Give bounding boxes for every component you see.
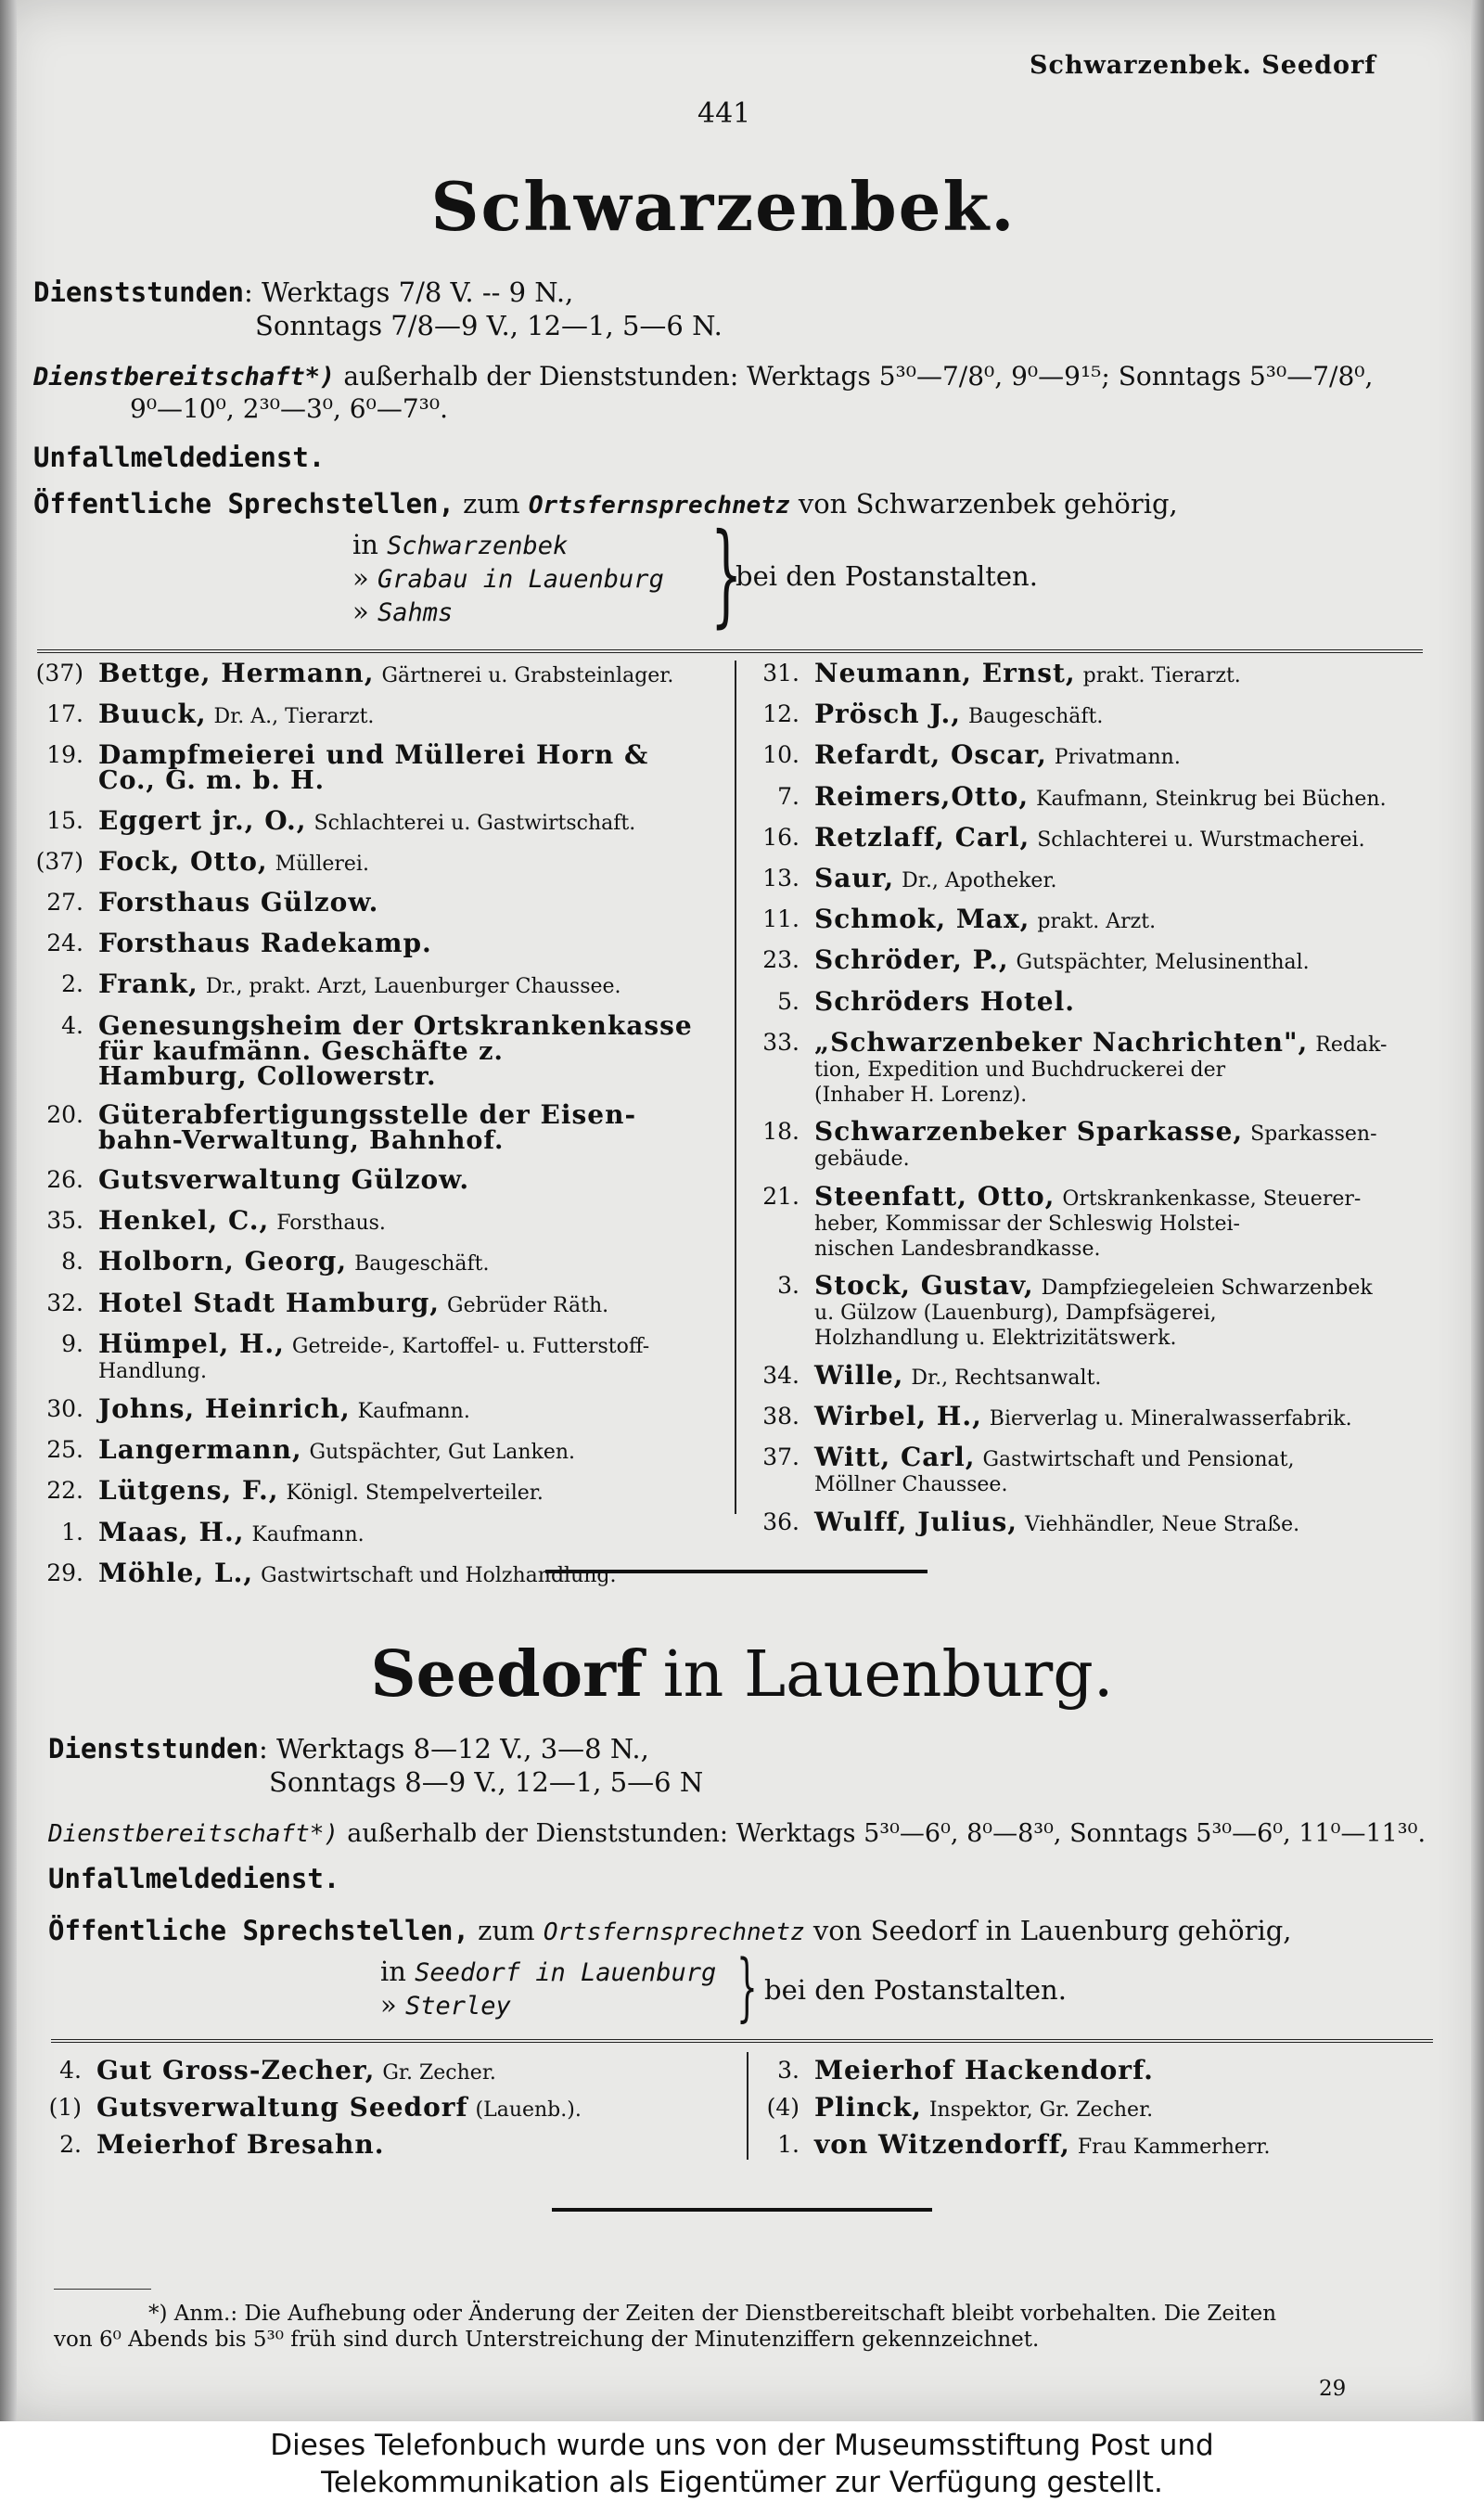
entry-name: Langermann, (98, 1434, 302, 1466)
entry-name: „Schwarzenbeker Nachrichten", (814, 1026, 1309, 1058)
entry-name: Forsthaus Gülzow. (98, 887, 379, 917)
sprechstellen-label: Öffentliche Sprechstellen, (33, 488, 454, 520)
entry-name: Plinck, (814, 2092, 922, 2123)
entry-description: Schlachterei u. Wurstmacherei. (1037, 828, 1365, 852)
place-item: » Grabau in Lauenburg (352, 562, 664, 594)
seedorf-unfallmeldedienst: Unfallmeldedienst. (48, 1863, 340, 1894)
sprechstellen-net: Ortsfernsprechnetz (528, 492, 790, 520)
entry-name: Fock, Otto, (98, 845, 268, 877)
entry-number: 18. (762, 1118, 800, 1145)
entry-body (814, 1509, 1299, 1537)
entry-description: Baugeschäft. (354, 1252, 490, 1277)
entry-name: von Witzendorff, (814, 2129, 1070, 2160)
entry-name: Gutsverwaltung Seedorf (96, 2092, 468, 2123)
entry-description: Dr. A., Tierarzt. (213, 705, 375, 729)
footnote-rule (54, 2289, 151, 2290)
entry-name: Meierhof Bresahn. (96, 2129, 385, 2160)
entry-number: 3. (777, 2057, 800, 2084)
entry-name: Retzlaff, Carl, (814, 821, 1030, 853)
place-item: » Sterley (380, 1989, 511, 2021)
entry-number: 2. (59, 2131, 82, 2158)
bereitschaft-line2: 9⁰—10⁰, 2³⁰—3⁰, 6⁰—7³⁰. (130, 393, 448, 424)
entry-number: 31. (762, 660, 800, 686)
seedorf-dienststunden-line2: Sonntags 8—9 V., 12—1, 5—6 N (269, 1766, 704, 1798)
entry-name: Johns, Heinrich, (98, 1393, 351, 1424)
entry-body (96, 2055, 496, 2085)
entry-description: Dr., Rechtsanwalt. (911, 1366, 1102, 1390)
place-item: in Seedorf in Lauenburg (380, 1956, 717, 1987)
entry-number: 8. (61, 1248, 83, 1276)
seedorf-sprechstellen-line: Öffentliche Sprechstellen, zum Ortsfernsprechnetz von Seedorf in Lauenburg gehörig, (48, 1915, 1292, 1946)
place-item: in Schwarzenbek (352, 529, 569, 560)
page-edge-left (0, 0, 17, 2421)
seedorf-places-note: bei den Postanstalten. (764, 1974, 1067, 2006)
entry-body (814, 985, 1075, 1017)
footnote-line2: von 6⁰ Abends bis 5³⁰ früh sind durch Unterstreichung der Minutenziffern gekennzeichnet. (54, 2328, 1040, 2352)
sheet-number: 29 (1319, 2377, 1347, 2401)
entry-continuation: heber, Kommissar der Schleswig Holstei- (814, 1213, 1240, 1237)
entry-body (98, 1164, 470, 1195)
entry-description: Ortskrankenkasse, Steuerer- (1062, 1187, 1362, 1212)
entry-number: 25. (46, 1436, 83, 1464)
entry-body (98, 1287, 609, 1318)
section-rule (37, 649, 1423, 653)
entry-continuation: u. Gülzow (Lauenburg), Dampfsägerei, (814, 1302, 1217, 1326)
sprechstellen-rest: von Schwarzenbek gehörig, (789, 488, 1178, 520)
sprechstellen-line (33, 488, 1178, 520)
column-divider (747, 2052, 748, 2160)
entry-description: Dampfziegeleien Schwarzenbek (1041, 1277, 1373, 1301)
separator-rule (552, 2208, 932, 2212)
entry-body (98, 701, 374, 729)
entry-number: 11. (762, 905, 800, 933)
entry-name: Neumann, Ernst, (814, 658, 1076, 688)
unfallmeldedienst: Unfallmeldedienst. (33, 442, 326, 473)
entry-body (814, 1400, 1352, 1431)
dienststunden-line2: Sonntags 7/8—9 V., 12—1, 5—6 N. (255, 310, 723, 341)
entry-continuation: bahn-Verwaltung, Bahnhof. (98, 1125, 505, 1155)
entry-description: Kaufmann. (251, 1522, 365, 1546)
entry-body (98, 1205, 386, 1237)
running-head: Schwarzenbek. Seedorf (1030, 51, 1376, 80)
entry-number: 1. (61, 1518, 83, 1546)
entry-name: Wulff, Julius, (814, 1507, 1018, 1538)
entry-name: Bettge, Hermann, (98, 658, 375, 688)
entry-body (98, 887, 379, 917)
entry-continuation: gebäude. (814, 1148, 910, 1171)
entry-description: Dr., Apotheker. (902, 869, 1057, 892)
entry-number: 5. (777, 987, 800, 1015)
entry-body (98, 658, 674, 688)
entry-body (814, 1444, 1295, 1497)
seedorf-bereitschaft-line: Dienstbereitschaft*) außerhalb der Dienststunden: Werktags 5³⁰—6⁰, 8⁰—8³⁰, Sonntags 5³⁰—6⁰, 11⁰—11³⁰. (48, 1819, 1426, 1848)
entry-name: Gutsverwaltung Gülzow. (98, 1164, 470, 1195)
entry-name: Henkel, C., (98, 1205, 270, 1237)
entry-description: Gutspächter, Melusinenthal. (1016, 951, 1310, 975)
entry-body (96, 2092, 582, 2123)
places-note: bei den Postanstalten. (736, 560, 1038, 592)
entry-name: Buuck, (98, 699, 207, 730)
sprechstellen-mid: zum (454, 488, 529, 520)
entry-number: 2. (61, 970, 83, 998)
page-number: 441 (697, 97, 751, 130)
entry-body (814, 1270, 1373, 1351)
entry-body (98, 1434, 576, 1466)
brace-glyph: } (710, 510, 743, 639)
entry-number: 38. (762, 1402, 800, 1430)
entry-continuation: Möllner Chaussee. (814, 1473, 1008, 1496)
entry-body (814, 863, 1057, 893)
entry-description: (Lauenb.). (475, 2098, 582, 2122)
entry-name: Genesungsheim der Ortskrankenkasse (98, 1009, 693, 1041)
entry-number: 20. (46, 1100, 83, 1128)
entry-description: Baugeschäft. (967, 705, 1104, 729)
entry-name: Lütgens, F., (98, 1475, 279, 1507)
dienststunden-line1 (33, 276, 573, 308)
entry-body (98, 1009, 693, 1091)
brace-glyph: } (736, 1944, 758, 2030)
entry-body (814, 780, 1387, 812)
entry-body (98, 739, 649, 796)
entry-body (98, 1328, 650, 1384)
entry-name: Forsthaus Radekamp. (98, 928, 432, 959)
entry-body (98, 1557, 617, 1588)
entry-body (814, 821, 1365, 853)
entry-body (814, 701, 1103, 729)
entry-description: Getreide-, Kartoffel- u. Futterstoff- (291, 1334, 650, 1358)
entry-name: Prösch J., (814, 699, 961, 730)
entry-body (814, 2055, 1154, 2085)
entry-name: Wille, (814, 1359, 904, 1391)
entry-number: 26. (46, 1166, 83, 1193)
entry-continuation: Holzhandlung u. Elektrizitätswerk. (814, 1327, 1177, 1351)
entry-description: Kaufmann. (357, 1400, 470, 1423)
entry-body (98, 1393, 470, 1424)
entry-continuation: tion, Expedition und Buchdruckerei der (814, 1058, 1226, 1082)
entry-number: 3. (777, 1272, 800, 1300)
entry-number: 19. (46, 741, 83, 769)
ownership-notice (0, 2421, 1484, 2502)
entry-number: 37. (762, 1443, 800, 1470)
column-divider (735, 661, 736, 1514)
entry-name: Saur, (814, 863, 895, 893)
separator-rule (545, 1570, 928, 1573)
entry-name: Stock, Gustav, (814, 1270, 1034, 1302)
entry-number: 21. (762, 1183, 800, 1211)
entry-number: 12. (762, 700, 800, 728)
place-item: » Sahms (352, 596, 454, 627)
entry-description: Königl. Stempelverteiler. (286, 1482, 544, 1506)
section-title-seedorf: Seedorf in Lauenburg. (370, 1637, 1114, 1712)
entry-name: Witt, Carl, (814, 1442, 976, 1472)
entry-number: (4) (766, 2094, 800, 2121)
entry-name: Dampfmeierei und Müllerei Horn & (98, 739, 649, 771)
bereitschaft-text1: außerhalb der Dienststunden: Werktags 5³⁰—7/8⁰, 9⁰—9¹⁵; Sonntags 5³⁰—7/8⁰, (343, 361, 1374, 391)
entry-number: 36. (762, 1508, 800, 1536)
entry-name: Reimers,Otto, (814, 780, 1030, 812)
entry-description: Gastwirtschaft und Holzhandlung. (261, 1563, 617, 1587)
entry-description: prakt. Tierarzt. (1082, 664, 1241, 687)
seedorf-dienststunden-line1: Dienststunden: Werktags 8—12 V., 3—8 N., (48, 1733, 649, 1764)
entry-number: (37) (35, 660, 83, 686)
entry-description: Müllerei. (275, 852, 369, 876)
entry-number: 27. (46, 889, 83, 916)
entry-description: Gastwirtschaft und Pensionat, (982, 1448, 1295, 1471)
entry-body (98, 1246, 490, 1277)
entry-body (98, 971, 621, 999)
bereitschaft-line1 (33, 360, 1373, 391)
entry-name: Schwarzenbeker Sparkasse, (814, 1116, 1244, 1147)
entry-name: Refardt, Oscar, (814, 739, 1047, 771)
entry-name: Wirbel, H., (814, 1400, 982, 1431)
entry-number: 10. (762, 741, 800, 769)
entry-name: Holborn, Georg, (98, 1246, 348, 1277)
entry-number: (37) (35, 847, 83, 875)
entry-number: 22. (46, 1477, 83, 1505)
entry-body (98, 1475, 544, 1507)
entry-body (814, 2129, 1271, 2160)
notice-line1: Dieses Telefonbuch wurde uns von der Museumsstiftung Post und (270, 2429, 1214, 2462)
entry-body (98, 1098, 637, 1155)
entry-name: Steenfatt, Otto, (814, 1181, 1055, 1213)
entry-description: Gr. Zecher. (382, 2061, 496, 2085)
entry-body (814, 1181, 1362, 1262)
entry-description: Frau Kammerherr. (1077, 2136, 1271, 2159)
entry-number: 1. (777, 2131, 800, 2158)
entry-description: prakt. Arzt. (1037, 910, 1157, 934)
entry-description: Redak- (1315, 1033, 1388, 1057)
entry-number: (1) (48, 2094, 82, 2121)
entry-body (98, 1516, 365, 1547)
entry-description: Forsthaus. (276, 1212, 386, 1236)
entry-description: Gebrüder Räth. (447, 1293, 609, 1317)
entry-number: 34. (762, 1361, 800, 1389)
entry-continuation: Hamburg, Collowerstr. (98, 1061, 437, 1091)
entry-number: 13. (762, 865, 800, 892)
entry-body (98, 928, 432, 959)
entry-number: 35. (46, 1207, 83, 1235)
entry-number: 23. (762, 946, 800, 974)
entry-number: 9. (61, 1329, 83, 1357)
section-rule (51, 2039, 1433, 2043)
entry-body (814, 2092, 1154, 2123)
entry-name: Güterabfertigungsstelle der Eisen- (98, 1098, 637, 1130)
entry-body (814, 1116, 1377, 1172)
entry-description: Schlachterei u. Gastwirtschaft. (313, 811, 636, 835)
entry-description: Viehhändler, Neue Straße. (1024, 1513, 1300, 1537)
entry-description: Privatmann. (1054, 746, 1181, 770)
entry-description: Kaufmann, Steinkrug bei Büchen. (1036, 787, 1387, 811)
seedorf-places-list (380, 1956, 716, 2022)
entry-number: 30. (46, 1395, 83, 1422)
section-title-schwarzenbek: Schwarzenbek. (430, 167, 1017, 246)
entry-body (814, 944, 1310, 976)
dienststunden-label: Dienststunden (33, 276, 244, 308)
entry-body (814, 1359, 1102, 1391)
bereitschaft-label: Dienstbereitschaft*) (33, 363, 336, 391)
places-list (352, 529, 664, 629)
entry-continuation: für kaufmänn. Geschäfte z. (98, 1036, 504, 1066)
entry-name: Möhle, L., (98, 1557, 254, 1588)
entry-name: Eggert jr., O., (98, 804, 307, 836)
entry-description: Inspektor, Gr. Zecher. (928, 2098, 1154, 2122)
entry-body (814, 739, 1181, 771)
entry-name: Schmok, Max, (814, 904, 1030, 935)
notice-line2: Telekommunikation als Eigentümer zur Verfügung gestellt. (321, 2466, 1163, 2499)
entry-description: Sparkassen- (1250, 1123, 1377, 1146)
entry-continuation: nischen Landesbrandkasse. (814, 1238, 1101, 1262)
footnote-line1: *) Anm.: Die Aufhebung oder Änderung der Zeiten der Dienstbereitschaft bleibt vorbehalten. Die Zeiten (148, 2302, 1277, 2326)
entry-name: Hümpel, H., (98, 1328, 285, 1359)
entry-name: Maas, H., (98, 1516, 245, 1547)
entry-number: 7. (777, 782, 800, 810)
entry-body (96, 2129, 385, 2160)
entry-name: Schröders Hotel. (814, 985, 1075, 1017)
entry-number: 16. (762, 823, 800, 851)
entry-body (814, 906, 1156, 934)
entry-number: 4. (59, 2057, 82, 2084)
dienststunden-text1: : Werktags 7/8 V. -- 9 N., (243, 276, 574, 308)
entry-continuation: Handlung. (98, 1359, 208, 1383)
entry-number: 15. (46, 806, 83, 834)
entry-continuation: Co., G. m. b. H. (98, 766, 326, 796)
entry-number: 32. (46, 1289, 83, 1316)
entry-body (814, 658, 1241, 688)
entry-description: Bierverlag u. Mineralwasserfabrik. (989, 1406, 1352, 1431)
entry-name: Frank, (98, 969, 198, 1000)
entry-number: 4. (61, 1011, 83, 1039)
entry-body (98, 804, 636, 836)
page-edge-right (1471, 0, 1484, 2421)
entry-name: Meierhof Hackendorf. (814, 2055, 1154, 2085)
entry-description: Gärtnerei u. Grabsteinlager. (381, 664, 674, 687)
entry-name: Schröder, P., (814, 944, 1009, 976)
entry-body (814, 1026, 1388, 1108)
entry-number: 17. (46, 700, 83, 728)
entry-number: 24. (46, 930, 83, 957)
entry-name: Hotel Stadt Hamburg, (98, 1287, 441, 1318)
entry-number: 33. (762, 1028, 800, 1056)
entry-continuation: (Inhaber H. Lorenz). (814, 1083, 1028, 1107)
entry-number: 29. (46, 1559, 83, 1586)
entry-name: Gut Gross-Zecher, (96, 2055, 376, 2085)
entry-body (98, 845, 369, 877)
entry-description: Dr., prakt. Arzt, Lauenburger Chaussee. (205, 975, 621, 999)
entry-description: Gutspächter, Gut Lanken. (309, 1441, 576, 1465)
